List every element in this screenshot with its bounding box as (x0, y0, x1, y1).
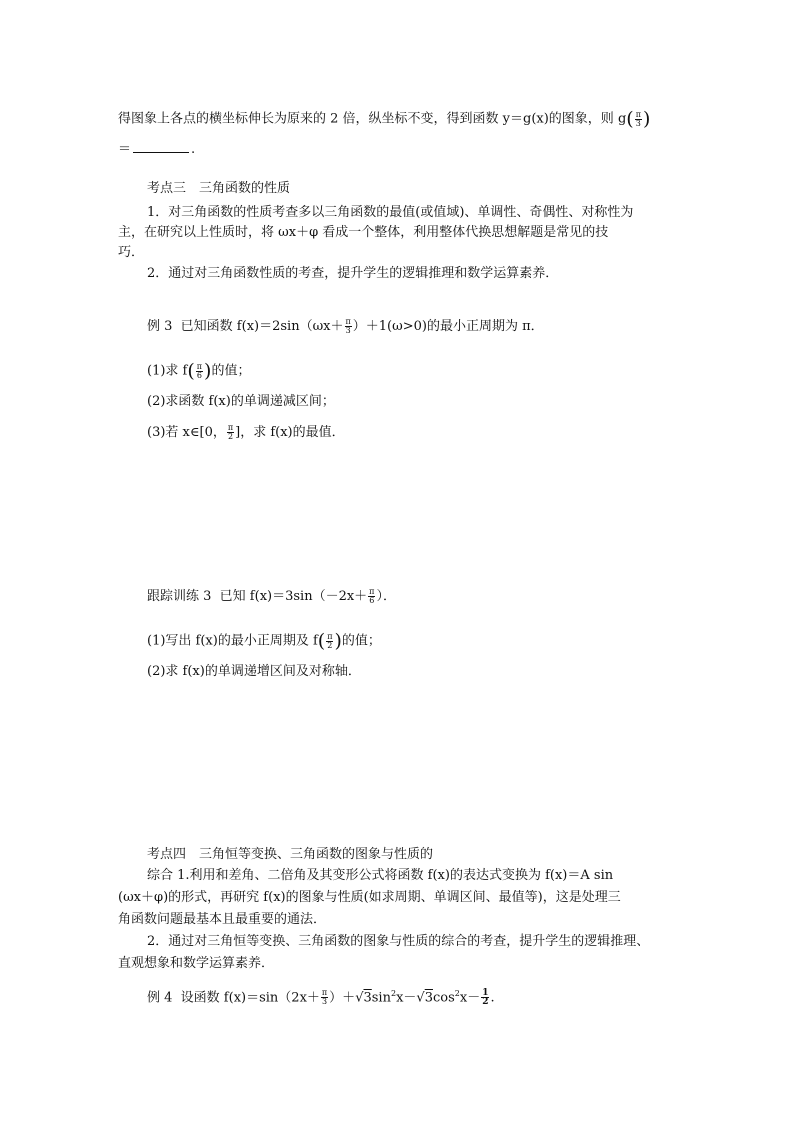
section-heading-kp4: 考点四 三角恒等变换、三角函数的图象与性质的 (147, 847, 434, 862)
kp3-paragraph-1-line-3: 巧． (118, 245, 145, 260)
training-label: 跟踪训练 3 (147, 589, 212, 604)
section-heading-kp3: 考点三 三角函数的性质 (147, 181, 291, 196)
example-label: 例 4 (147, 990, 173, 1006)
stem-part: 设函数 f(x)＝sin（2x＋ (180, 990, 320, 1006)
sqrt-radicand: 3 (363, 990, 372, 1006)
fraction-numerator: π (369, 587, 375, 596)
intro-line-2 (118, 140, 195, 159)
stem-part: sin (371, 990, 391, 1006)
fraction-numerator: π (635, 109, 641, 119)
stem-part: ）＋1(ω>0)的最小正周期为 π． (352, 319, 544, 334)
example-3-question-1 (147, 362, 250, 381)
training-3-question-1 (147, 632, 381, 651)
fraction-denominator: 2 (327, 640, 333, 650)
fraction-numerator: π (196, 361, 203, 371)
fraction-numerator: π (227, 423, 234, 432)
sqrt-sign: √ (355, 990, 364, 1006)
paren-left: ( (187, 360, 195, 382)
training-3-question-2: (2)求 f(x)的单调递增区间及对称轴． (147, 664, 361, 679)
fraction-numerator: π (327, 631, 333, 641)
example-label: 例 3 (147, 319, 173, 334)
stem-part: ）＋ (329, 990, 356, 1006)
fraction-denominator: 6 (196, 370, 202, 380)
kp3-paragraph-2: 2．通过对三角函数性质的考查，提升学生的逻辑推理和数学运算素养． (147, 266, 559, 281)
stem-part: cos (432, 990, 455, 1006)
equals-sign: ＝ (118, 142, 132, 157)
kp4-paragraph-2-line-2: 直观想象和数学运算素养． (118, 956, 275, 971)
fraction (368, 588, 375, 605)
kp4-paragraph-2-line-1: 2．通过对三角恒等变换、三角函数的图象与性质的综合的考查，提升学生的逻辑推理、 (147, 934, 650, 949)
superscript: 2 (454, 989, 460, 998)
fraction (321, 989, 328, 1006)
fraction-denominator: 3 (345, 326, 351, 335)
example-4-stem (147, 985, 495, 1007)
kp4-paragraph-1-line-3: 角函数问题最基本且最重要的通法． (118, 912, 327, 927)
paren-right: ) (204, 360, 212, 382)
sqrt-radicand: 3 (424, 990, 433, 1006)
intro-text: 得图象上各点的横坐标伸长为原来的 2 倍，纵坐标不变，得到函数 y＝g(x)的图象，则 g (118, 111, 627, 127)
stem-part: 已知 f(x)＝3sin（－2x＋ (219, 589, 368, 604)
example-3-question-2: (2)求函数 f(x)的单调递减区间； (147, 394, 335, 409)
fraction-denominator: 3 (321, 997, 328, 1007)
fraction-denominator: 2 (482, 997, 489, 1008)
paren-right: ) (334, 630, 342, 652)
fraction-numerator: 1 (482, 988, 489, 999)
stem-part: 已知函数 f(x)＝2sin（ωx＋ (180, 319, 344, 334)
fraction (326, 633, 333, 650)
kp3-paragraph-1-line-1: 1．对三角函数的性质考查多以三角函数的最值(或值域)、单调性、奇偶性、对称性为 (147, 205, 634, 220)
fraction-denominator: 3 (635, 118, 641, 128)
stem-part: ）． (376, 589, 396, 604)
kp4-paragraph-1-line-1: 综合 1.利用和差角、二倍角及其变形公式将函数 f(x)的表达式变换为 f(x)＝A sin (147, 868, 614, 883)
example-3-question-3 (147, 424, 345, 442)
paren-right: ) (642, 108, 651, 130)
stem-part: x－ (396, 990, 417, 1006)
stem-part: x－ (459, 990, 481, 1006)
period: . (191, 142, 196, 157)
kp3-paragraph-1-line-2: 主，在研究以上性质时，将 ωx＋φ 看成一个整体，利用整体代换思想解题是常见的技 (118, 225, 609, 240)
paren-left: ( (626, 108, 634, 130)
intro-line-1 (118, 110, 650, 129)
kp4-paragraph-1-line-2: (ωx＋φ)的形式，再研究 f(x)的图象与性质(如求周期、单调区间、最值等)，这是处理三 (118, 890, 621, 905)
question-part: 的值； (341, 633, 381, 649)
fraction-numerator: π (321, 988, 328, 998)
question-part: ]，求 f(x)的最值． (235, 425, 345, 440)
training-3-stem (147, 588, 396, 606)
fraction-denominator: 2 (227, 432, 234, 441)
sqrt-sign: √ (416, 990, 425, 1006)
fraction-half (481, 989, 489, 1006)
question-part: (1)求 f (147, 363, 188, 379)
fraction-numerator: π (345, 317, 351, 326)
stem-part: . (490, 990, 495, 1006)
question-part: (1)写出 f(x)的最小正周期及 f (147, 633, 318, 649)
question-part: 的值； (211, 363, 251, 379)
fraction (227, 424, 234, 441)
example-3-stem (147, 318, 544, 336)
superscript: 2 (390, 989, 397, 998)
fraction (345, 318, 352, 335)
fraction (196, 363, 203, 380)
question-part: (3)若 x∈[0， (147, 425, 226, 440)
answer-blank (133, 140, 189, 153)
fraction-denominator: 6 (369, 596, 375, 605)
paren-left: ( (317, 630, 326, 652)
fraction (635, 111, 642, 128)
